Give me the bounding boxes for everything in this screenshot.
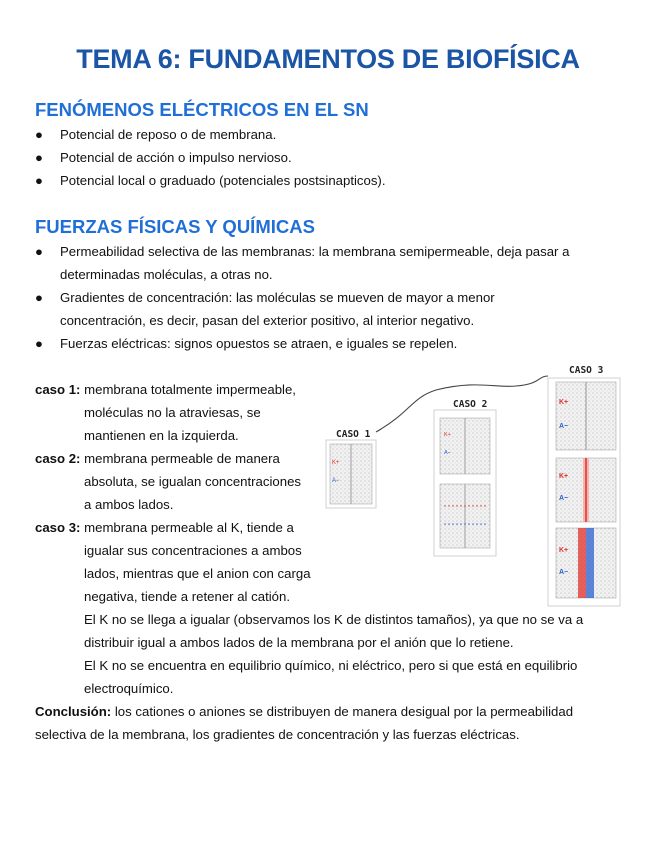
- caso3-label: caso 3:: [35, 520, 81, 535]
- caso2-label: caso 2:: [35, 451, 81, 466]
- paragraph-line: El K no se llega a igualar (observamos los K de distintos tamaños), ya que no se va a: [84, 612, 584, 627]
- list-item: ● Potencial de acción o impulso nervioso.: [35, 146, 625, 169]
- caso2-line: a ambos lados.: [84, 497, 174, 512]
- bullet-icon: ●: [35, 336, 43, 351]
- cation-label: K+: [559, 547, 569, 554]
- anion-label: A−: [559, 495, 569, 502]
- caso2-line: absoluta, se igualan concentraciones: [84, 474, 302, 489]
- caso1-line: mantienen en la izquierda.: [84, 428, 239, 443]
- conclusion-label: Conclusión:: [35, 704, 112, 719]
- caso3-line: lados, mientras que el anion con carga: [84, 566, 311, 581]
- anion-label: A−: [559, 569, 569, 576]
- anion-label: A−: [444, 450, 451, 456]
- membrane-cases-figure: [316, 360, 624, 610]
- caso1-text: caso 1: membrana totalmente impermeable,: [35, 382, 296, 397]
- cation-label: K+: [332, 460, 340, 466]
- caso3-text: caso 3: membrana permeable al K, tiende a: [35, 520, 294, 535]
- conclusion-line: selectiva de la membrana, los gradientes de concentración y las fuerzas eléctricas.: [35, 727, 520, 742]
- caso2-diagram: [434, 410, 496, 556]
- list-item: ● Permeabilidad selectiva de las membranas: la membrana semipermeable, deja pasar a determinadas moléculas, a otras no.: [35, 240, 625, 286]
- caso2-text: caso 2: membrana permeable de manera: [35, 451, 280, 466]
- page-title: TEMA 6: FUNDAMENTOS DE BIOFÍSICA: [76, 44, 580, 74]
- caso3-line: negativa, tiende a retener al catión.: [84, 589, 291, 604]
- section-heading-electric: FENÓMENOS ELÉCTRICOS EN EL SN: [35, 99, 369, 120]
- section-heading-forces: FUERZAS FÍSICAS Y QUÍMICAS: [35, 216, 315, 237]
- caso3-diagram: [548, 378, 620, 606]
- bullet-icon: ●: [35, 150, 43, 165]
- caso3-figure-label: CASO 3: [569, 365, 604, 376]
- list-item: ● Potencial local o graduado (potenciales postsinapticos).: [35, 169, 625, 192]
- caso1-line: moléculas no la atraviesas, se: [84, 405, 261, 420]
- cation-label: K+: [559, 473, 569, 480]
- caso1-figure-label: CASO 1: [336, 429, 371, 440]
- anion-label: A−: [332, 478, 340, 484]
- caso2-figure-label: CASO 2: [453, 399, 488, 410]
- bullet-icon: ●: [35, 290, 43, 305]
- list-item: ● Potencial de reposo o de membrana.: [35, 123, 625, 146]
- cation-label: K+: [559, 399, 569, 406]
- conclusion-line: Conclusión: los cationes o aniones se distribuyen de manera desigual por la permeabilidad: [35, 704, 574, 719]
- paragraph-line: electroquímico.: [84, 681, 174, 696]
- paragraph-line: El K no se encuentra en equilibrio químico, ni eléctrico, pero si que está en equilibrio: [84, 658, 578, 673]
- caso1-diagram: [326, 440, 376, 508]
- bullet-icon: ●: [35, 173, 43, 188]
- cation-label: K+: [444, 432, 451, 438]
- bullet-icon: ●: [35, 127, 43, 142]
- caso3-line: igualar sus concentraciones a ambos: [84, 543, 302, 558]
- anion-label: A−: [559, 423, 569, 430]
- bullet-icon: ●: [35, 244, 43, 259]
- list-item: ● Fuerzas eléctricas: signos opuestos se atraen, e iguales se repelen.: [35, 332, 625, 355]
- list-item: ● Gradientes de concentración: las moléculas se mueven de mayor a menor concentración, es decir, pasan del exterior positivo, al interior negativo.: [35, 286, 625, 332]
- caso1-label: caso 1:: [35, 382, 81, 397]
- paragraph-line: distribuir igual a ambos lados de la membrana por el anión que lo retiene.: [84, 635, 514, 650]
